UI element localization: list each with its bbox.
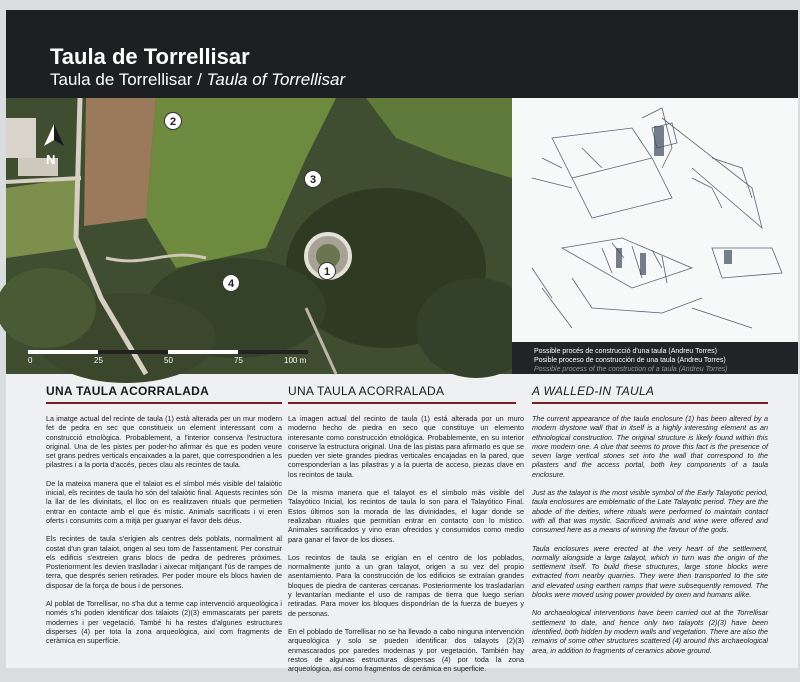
subtitle-main: Taula de Torrellisar bbox=[50, 70, 193, 89]
construction-sketch-image bbox=[512, 98, 798, 342]
paragraph: Al poblat de Torrellisar, no s'ha dut a terme cap intervenció arqueològica i només s'hi poden identificar dos talaiots (2)(3) emmascarats per parets modernes i per vegetació. També hi ha restes d'algunes estructures disperses (4) per tota la zona arqueològica, així com fragments de ceràmica en superfície. bbox=[46, 599, 282, 646]
page-title: Taula de Torrellisar bbox=[50, 44, 250, 69]
column-english bbox=[532, 384, 768, 664]
caption-catalan: Possible procés de construcció d'una taula (Andreu Torres) bbox=[534, 348, 717, 355]
subtitle-separator: / bbox=[192, 70, 207, 89]
construction-drawing bbox=[512, 98, 798, 342]
paragraph: En el poblado de Torrellisar no se ha llevado a cabo ninguna intervención arqueológica y solo se pueden identificar dos talayots (2)(3) enmascarados por paredes modernas y por vegetación. También hay restos de algunas estructuras dispersas (4) por toda la zona arqueológica, así como fragmentos de cerámica en superficie. bbox=[288, 626, 524, 674]
scale-label-50: 50 bbox=[164, 356, 173, 365]
paragraph: La imagen actual del recinto de taula (1) está alterada por un muro moderno hecho de piedra en seco que constituye un elemento interesante como construcción etnológica. Probablemente, en su interior conserve la estructura original. Una de las pistas para afirmarlo es que se pueden ver siete grandes piedras verticales encajadas en la pared, que corresponderían a las pilastras y a la puerta de acceso, piezas clave en los recintos de taula. bbox=[288, 414, 524, 479]
subtitle-english: Taula of Torrellisar bbox=[206, 70, 346, 89]
paragraph: Els recintes de taula s'erigien als centres dels poblats, normalment al costat d'un gran talaiot, origen al seu torn de l'assentament. Per construir els edificis s'extreien grans blocs de pedra de pedreres pròximes. Posteriorment les devien traslladar i aixecar mitjançant l'ús de rampes de terra, que després serien retirades. Per poder moure els blocs havien de disposar de la força de bous i de persones. bbox=[46, 534, 282, 590]
north-indicator-label: N bbox=[46, 152, 56, 167]
scale-label-75: 75 bbox=[234, 356, 243, 365]
site-marker-1: 1 bbox=[318, 262, 336, 280]
sign-header bbox=[6, 10, 798, 98]
scale-label-25: 25 bbox=[94, 356, 103, 365]
column-spanish bbox=[288, 384, 524, 682]
caption-spanish: Posible proceso de construcción de una taula (Andreu Torres) bbox=[534, 357, 726, 364]
aerial-photo-image bbox=[6, 98, 512, 374]
page-subtitle bbox=[50, 70, 345, 90]
scale-label-0: 0 bbox=[28, 356, 33, 365]
drawing-caption bbox=[512, 342, 798, 374]
paragraph: Los recintos de taula se erigían en el centro de los poblados, normalmente junto a un gran talayot, origen a su vez del propio asentamiento. Para la construcción de los edificios se extraían grandes bloques de piedra de canteras cercanas. Posteriormente los trasladarían y levantarían mediante el uso de rampas de tierra que luego serían retiradas. Para mover los bloques dispondrían de la fuerza de bueyes y de personas. bbox=[288, 552, 524, 618]
paragraph: De la mateixa manera que el talaiot es el símbol més visible del talaiòtic inicial, els recintes de taula ho són del talaiòtic final. Aquests recintes són la llar de les divinitats, el lloc on es realitzaven rituals que permetien entrar en contacte amb el que és místic. Animals sacrificats i vi eren oferts i consumits com a mitjà per guanyar el favor dels déus. bbox=[46, 478, 282, 525]
paragraph: De la misma manera que el talayot es el símbolo más visible del Talayótico Inicial, los recintos de taula lo son para el Talayótico Final. Estos últimos son la morada de las divinidades, el lugar donde se realizaban rituales que permitían entrar en contacto con lo místico. Animales sacrificados y vino eran ofrecidos y consumidos como medio para ganar el favor de los dioses. bbox=[288, 488, 524, 544]
heading-catalan: UNA TAULA ACORRALADA bbox=[46, 384, 282, 404]
heading-spanish: UNA TAULA ACORRALADA bbox=[288, 384, 516, 404]
aerial-photo bbox=[6, 98, 512, 374]
site-marker-4: 4 bbox=[222, 274, 240, 292]
paragraph: Taula enclosures were erected at the very heart of the settlement, normally alongside a large talayot, which in turn was the origin of the settlement itself. To build these structures, large stone blocks were extracted from nearby quarries. They were then transported to the site and elevated using earthen ramps that were subsequently removed. The blocks were moved using power provided by oxen and humans alike. bbox=[532, 543, 768, 600]
site-marker-2: 2 bbox=[164, 112, 182, 130]
column-catalan bbox=[46, 384, 282, 655]
information-sign bbox=[6, 10, 798, 674]
site-marker-3: 3 bbox=[304, 170, 322, 188]
paragraph: La imatge actual del recinte de taula (1) està alterada per un mur modern fet de pedra en sec que constitueix un element interessant com a construcció etnològica. Probablement, a l'interior conserva l'estructura original. Una de les pistes per poder-ho afirmar és que es poden veure set grans pedres verticals encaixades a la paret, que correspondrien a les pilastres i a la porta d'accés, peces clau als recintes de taula. bbox=[46, 414, 282, 470]
paragraph: Just as the talayot is the most visible symbol of the Early Talayotic period, taula enclosures are emblematic of the Late Talayotic period. They are the abode of the deities, where rituals were performed to maintain contact with all that was mystic. Sacrificed animals and wine were offered and consumed here as a means of winning the favour of the gods. bbox=[532, 488, 768, 535]
scale-label-100: 100 m bbox=[284, 356, 307, 365]
heading-english: A WALLED-IN TAULA bbox=[532, 384, 768, 404]
paragraph: The current appearance of the taula enclosure (1) has been altered by a modern drystone wall that in itself is a highly interesting element as an ethnological construction. The original structure is likely found within this more modern one. A clue that seems to prove this fact is the presence of seven large vertical stones set into the wall that correspond to the pilasters and the access portal, both key components of a taula enclosure. bbox=[532, 414, 768, 479]
caption-english: Possible process of the construction of a taula (Andreu Torres) bbox=[534, 366, 728, 373]
paragraph: No archaeological interventions have been carried out at the Torrellisar settlement to date, and hence only two talayots (2)(3) have been identified, both hidden by modern walls and vegetation. There are also the remains of some other structures scattered (4) around this archaeological area, in addition to fragments of ceramics above ground. bbox=[532, 608, 768, 655]
